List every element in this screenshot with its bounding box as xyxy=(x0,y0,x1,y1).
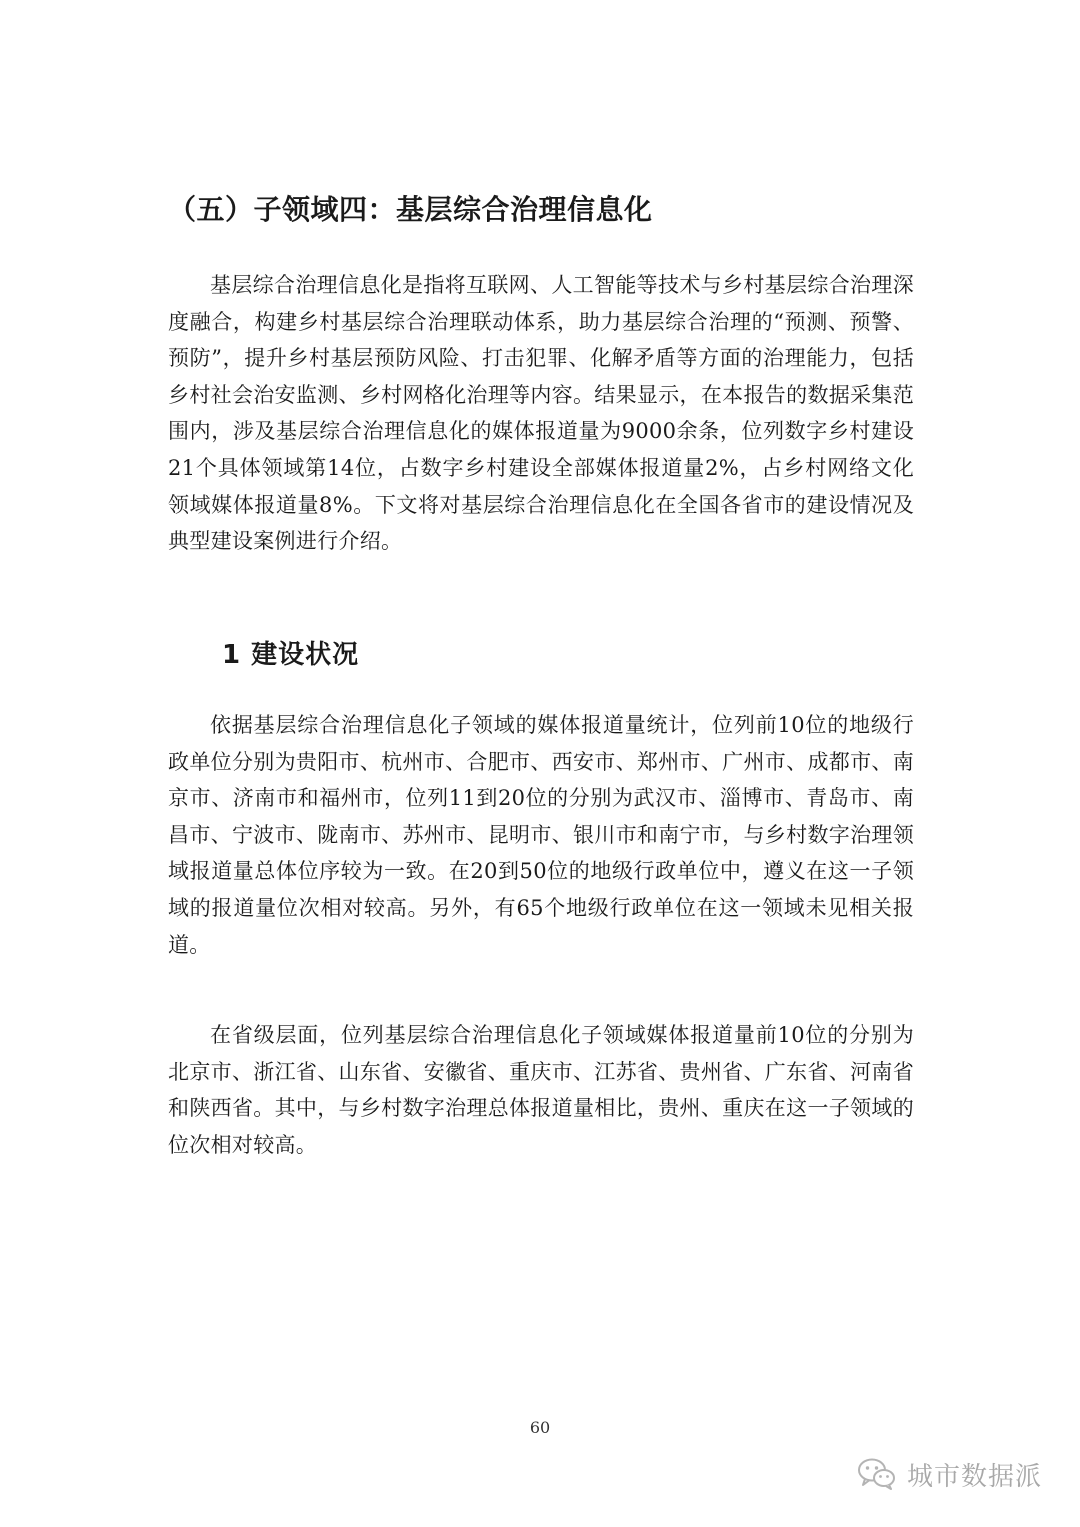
section-heading: （五）子领域四：基层综合治理信息化 xyxy=(168,193,653,226)
body-paragraph: 依据基层综合治理信息化子领域的媒体报道量统计，位列前10位的地级行政单位分别为贵阳市、杭州市、合肥市、西安市、郑州市、广州市、成都市、南京市、济南市和福州市，位列11到20位的分别为武汉市、淄博市、青岛市、南昌市、宁波市、陇南市、苏州市、昆明市、银川市和南宁市，与乡村数字治理领域报道量总体位序较为一致。在20到50位的地级行政单位中，遵义在这一子领域的报道量位次相对较高。另外，有65个地级行政单位在这一领域未见相关报道。 xyxy=(168,713,914,957)
subsection-heading: 1 建设状况 xyxy=(222,640,360,670)
page-number: 60 xyxy=(529,1418,551,1437)
body-paragraph: 在省级层面，位列基层综合治理信息化子领域媒体报道量前10位的分别为北京市、浙江省、山东省、安徽省、重庆市、江苏省、贵州省、广东省、河南省和陕西省。其中，与乡村数字治理总体报道量相比，贵州、重庆在这一子领域的位次相对较高。 xyxy=(168,1023,914,1157)
body-paragraph: 基层综合治理信息化是指将互联网、人工智能等技术与乡村基层综合治理深度融合，构建乡村基层综合治理联动体系，助力基层综合治理的“预测、预警、预防”，提升乡村基层预防风险、打击犯罪、化解矛盾等方面的治理能力，包括乡村社会治安监测、乡村网格化治理等内容。结果显示，在本报告的数据采集范围内，涉及基层综合治理信息化的媒体报道量为9000余条，位列数字乡村建设21个具体领域第14位，占数字乡村建设全部媒体报道量2%，占乡村网络文化领域媒体报道量8%。下文将对基层综合治理信息化在全国各省市的建设情况及典型建设案例进行介绍。 xyxy=(168,273,914,554)
watermark xyxy=(857,1452,1042,1496)
watermark-text: 城市数据派 xyxy=(906,1461,1042,1492)
wechat-icon xyxy=(857,1457,897,1491)
